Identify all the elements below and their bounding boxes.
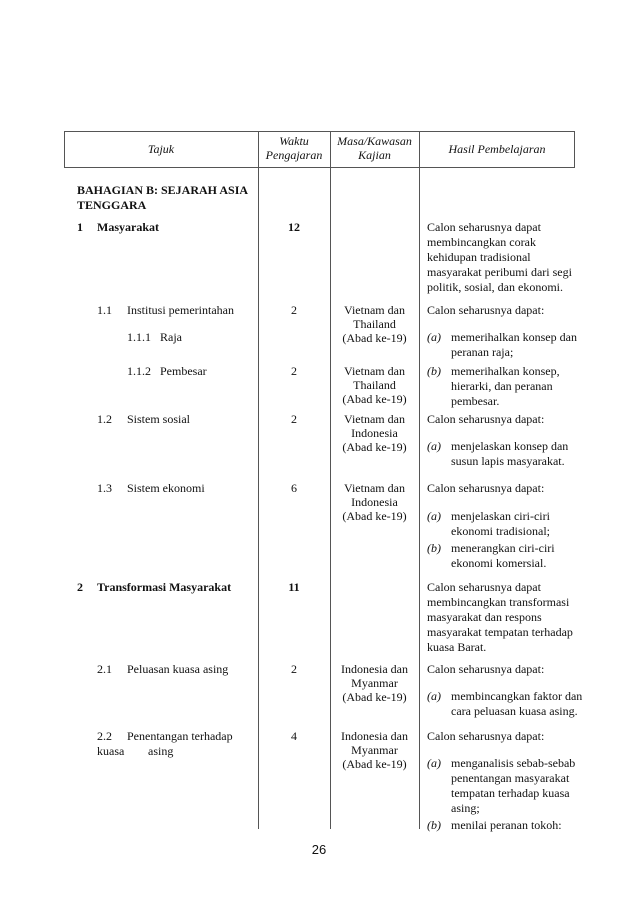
row-1-1-hours: 2	[291, 303, 297, 317]
topic2-number: 2	[77, 580, 83, 594]
topic2-outcome-line2: membincangkan transformasi	[427, 595, 570, 609]
row-1-1-1-title: Raja	[160, 330, 182, 344]
header-masa-line1: Masa/Kawasan	[337, 134, 412, 148]
header-waktu-line2: Pengajaran	[265, 148, 323, 162]
section-title-line1: BAHAGIAN B: SEJARAH ASIA	[77, 183, 249, 197]
row-2-2-number: 2.2	[97, 729, 112, 743]
row-1-3-outcome-a-line2: ekonomi tradisional;	[451, 524, 550, 538]
row-1-3-title: Sistem ekonomi	[127, 481, 205, 495]
row-2-2-title-line1: Penentangan terhadap	[127, 729, 233, 743]
header-waktu-line1: Waktu	[279, 134, 309, 148]
header-tajuk: Tajuk	[147, 142, 175, 156]
topic1-outcome-line5: politik, sosial, dan ekonomi.	[427, 280, 563, 294]
row-1-2-region-line1: Vietnam dan	[344, 412, 405, 426]
column-divider-2	[330, 131, 331, 829]
row-1-2-title: Sistem sosial	[127, 412, 191, 426]
row-1-1-region-line1: Vietnam dan	[344, 303, 405, 317]
header-masa-line2: Kajian	[358, 148, 391, 162]
topic2-outcome-line3: masyarakat dan respons	[427, 610, 542, 624]
topic1-outcome-line4: masyarakat peribumi dari segi	[427, 265, 572, 279]
row-1-3-lead: Calon seharusnya dapat:	[427, 481, 545, 495]
row-2-1-region-line2: Myanmar	[351, 676, 398, 690]
row-1-1-2-outcome-line2: hierarki, dan peranan	[451, 379, 553, 393]
row-1-3-outcome-a-line1: menjelaskan ciri-ciri	[451, 509, 550, 523]
row-1-1-2-number: 1.1.2	[127, 364, 151, 378]
row-2-2-mark-a: (a)	[427, 756, 441, 770]
page-number: 26	[311, 842, 327, 857]
row-1-1-region-line2: Thailand	[353, 317, 396, 331]
row-1-3-mark-b: (b)	[427, 541, 441, 555]
row-1-1-1-number: 1.1.1	[127, 330, 151, 344]
row-1-3-region-line3: (Abad ke-19)	[342, 509, 407, 523]
row-1-2-region-line3: (Abad ke-19)	[342, 440, 407, 454]
row-2-1-lead: Calon seharusnya dapat:	[427, 662, 545, 676]
row-2-2-title-line2a: kuasa	[97, 744, 125, 758]
topic1-outcome-line1: Calon seharusnya dapat	[427, 220, 541, 234]
row-2-2-region-line2: Myanmar	[351, 743, 398, 757]
section-title-line2: TENGGARA	[77, 198, 147, 212]
row-1-1-2-region-line2: Thailand	[353, 378, 396, 392]
row-1-1-1-outcome-line2: peranan raja;	[451, 345, 514, 359]
row-1-1-1-mark: (a)	[427, 330, 441, 344]
row-1-1-2-outcome-line3: pembesar.	[451, 394, 500, 408]
column-divider-3	[419, 131, 420, 829]
row-2-2-lead: Calon seharusnya dapat:	[427, 729, 545, 743]
row-2-2-outcome-a-line2: penentangan masyarakat	[451, 771, 570, 785]
row-1-3-number: 1.3	[97, 481, 112, 495]
row-1-2-outcome-line1: menjelaskan konsep dan	[451, 439, 569, 453]
topic2-hours: 11	[288, 580, 300, 594]
topic2-title: Transformasi Masyarakat	[97, 580, 232, 594]
row-1-3-region-line1: Vietnam dan	[344, 481, 405, 495]
row-2-2-region-line3: (Abad ke-19)	[342, 757, 407, 771]
row-1-1-2-hours: 2	[291, 364, 297, 378]
row-1-2-region-line2: Indonesia	[351, 426, 398, 440]
row-1-1-2-region-line1: Vietnam dan	[344, 364, 405, 378]
row-1-2-outcome-line2: susun lapis masyarakat.	[451, 454, 565, 468]
row-1-1-title: Institusi pemerintahan	[127, 303, 234, 317]
row-2-1-hours: 2	[291, 662, 297, 676]
topic2-outcome-line5: kuasa Barat.	[427, 640, 487, 654]
row-2-2-outcome-b-line1: menilai peranan tokoh:	[451, 818, 562, 832]
row-1-3-region-line2: Indonesia	[351, 495, 398, 509]
topic2-outcome-line1: Calon seharusnya dapat	[427, 580, 541, 594]
row-2-2-title-line2b: asing	[148, 744, 174, 758]
row-1-1-2-mark: (b)	[427, 364, 441, 378]
row-2-1-number: 2.1	[97, 662, 112, 676]
row-2-2-outcome-a-line3: tempatan terhadap kuasa	[451, 786, 570, 800]
topic1-hours: 12	[288, 220, 300, 234]
row-1-1-lead: Calon seharusnya dapat:	[427, 303, 545, 317]
row-1-2-number: 1.2	[97, 412, 112, 426]
header-bottom-border	[64, 167, 575, 168]
row-1-1-1-outcome-line1: memerihalkan konsep dan	[451, 330, 577, 344]
row-1-3-hours: 6	[291, 481, 297, 495]
header-hasil: Hasil Pembelajaran	[448, 142, 546, 156]
row-2-2-outcome-a-line4: asing;	[451, 801, 480, 815]
topic2-outcome-line4: masyarakat tempatan terhadap	[427, 625, 573, 639]
row-1-2-hours: 2	[291, 412, 297, 426]
row-1-1-2-title: Pembesar	[160, 364, 207, 378]
row-2-2-outcome-a-line1: menganalisis sebab-sebab	[451, 756, 576, 770]
topic1-title: Masyarakat	[97, 220, 159, 234]
row-1-3-mark-a: (a)	[427, 509, 441, 523]
topic1-outcome-line2: membincangkan corak	[427, 235, 536, 249]
topic1-outcome-line3: kehidupan tradisional	[427, 250, 531, 264]
row-1-2-mark: (a)	[427, 439, 441, 453]
row-1-1-2-region-line3: (Abad ke-19)	[342, 392, 407, 406]
row-2-1-region-line3: (Abad ke-19)	[342, 690, 407, 704]
row-2-1-outcome-line2: cara peluasan kuasa asing.	[451, 704, 578, 718]
row-1-3-outcome-b-line2: ekonomi komersial.	[451, 556, 547, 570]
row-2-1-mark: (a)	[427, 689, 441, 703]
row-2-1-title: Peluasan kuasa asing	[127, 662, 229, 676]
row-1-1-2-outcome-line1: memerihalkan konsep,	[451, 364, 560, 378]
row-2-2-region-line1: Indonesia dan	[341, 729, 408, 743]
row-1-1-number: 1.1	[97, 303, 112, 317]
row-2-2-mark-b: (b)	[427, 818, 441, 832]
row-1-1-region-line3: (Abad ke-19)	[342, 331, 407, 345]
row-2-1-region-line1: Indonesia dan	[341, 662, 408, 676]
table-top-border	[64, 131, 575, 132]
row-2-2-hours: 4	[291, 729, 297, 743]
row-2-1-outcome-line1: membincangkan faktor dan	[451, 689, 583, 703]
row-1-2-lead: Calon seharusnya dapat:	[427, 412, 545, 426]
column-divider-1	[258, 131, 259, 829]
row-1-3-outcome-b-line1: menerangkan ciri-ciri	[451, 541, 555, 555]
topic1-number: 1	[77, 220, 83, 234]
